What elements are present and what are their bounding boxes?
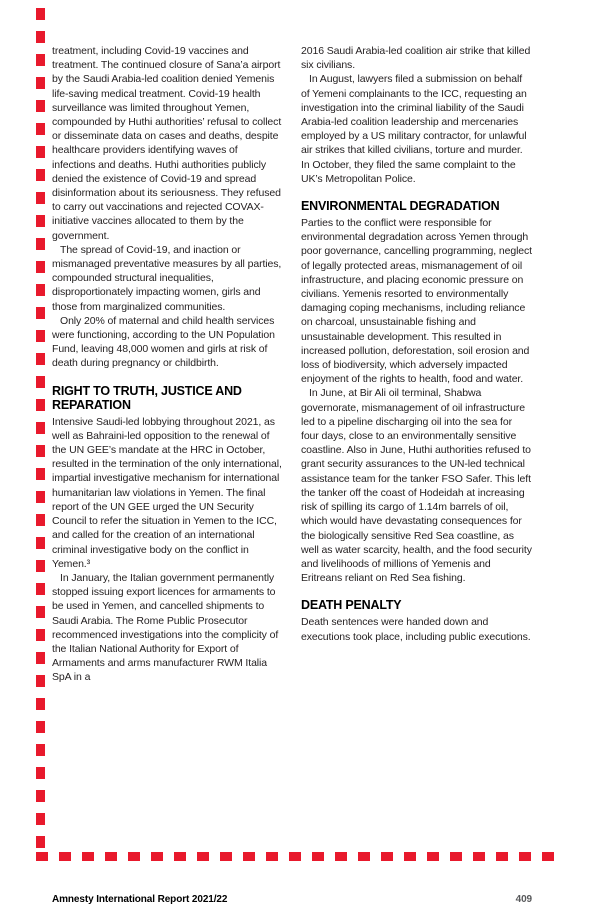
left-column [52,44,283,685]
page-content [52,44,532,685]
paragraph: Death sentences were handed down and executions took place, including public executions. [301,616,531,643]
heading-right-to-truth-justice-and-reparation: RIGHT TO TRUTH, JUSTICE AND REPARATION [52,383,242,412]
paragraph: The spread of Covid-19, and inaction or mismanaged preventative measures by all parties, compounded structural inequalities, disproportionately impacting women, girls and those from marginalized communities. [52,243,282,313]
bottom-dashed-border [36,852,565,861]
footer-report-title: Amnesty International Report 2021/22 [52,894,228,905]
paragraph: Parties to the conflict were responsible for environmental degradation across Yemen through poor governance, cancelling programming, neglect of legally protected areas, mismanagement of oil infrastructure, and placing economic pressure on civilians. Yemenis resorted to environmentally damaging coping mechanisms, including reliance on charcoal, unsustainable fishing and unsustainable development. This resulted in increased pollution, deforestation, soil erosion and loss of biodiversity, which adversely impacted enjoyment of the rights to health, food and water. [301,217,533,386]
paragraph: In August, lawyers filed a submission on behalf of Yemeni complainants to the ICC, requesting an investigation into the criminal liability of the Saudi Arabia-led coalition leadership and mercenaries employed by a US military contractor, for unlawful air strikes that killed civilians, torture and murder. In October, they filed the same complaint to the UK’s Metropolitan Police. [301,73,527,185]
paragraph: In June, at Bir Ali oil terminal, Shabwa governorate, mismanagement of oil infrastructure led to a pipeline discharging oil into the sea for four days, close to an environmentally sensitive coastline. Also in June, Huthi authorities refused to grant security assurances to the UN-led technical assistance team for the tanker FSO Safer. This left the tanker off the coast of Hodeidah at increasing risk of spilling its cargo of 1.14m barrels of oil, which would have devastating consequences for the biologically sensitive Red Sea coastline, as well as water scarcity, health, and the food security and livelihoods of millions of Yemenis and Eritreans reliant on Red Sea fishing. [301,387,532,585]
footer-page-number: 409 [515,894,532,905]
paragraph: 2016 Saudi Arabia-led coalition air strike that killed six civilians. [301,45,531,72]
left-dashed-border [36,8,45,851]
page-footer [52,894,532,905]
right-column [301,44,532,685]
paragraph: Only 20% of maternal and child health services were functioning, according to the UN Population Fund, leaving 48,000 women and girls at risk of death during pregnancy or childbirth. [52,314,275,370]
heading-environmental-degradation: ENVIRONMENTAL DEGRADATION [301,199,500,214]
paragraph: In January, the Italian government permanently stopped issuing export licences for armaments to be used in Yemen, and cancelled shipments to Saudi Arabia. The Rome Public Prosecutor recommenced investigations into the complicity of the Italian National Authority for Export of Armaments and arms manufacturer RWM Italia SpA in a [52,571,279,684]
paragraph: Intensive Saudi-led lobbying throughout 2021, as well as Bahraini-led opposition to the renewal of the UN GEE’s mandate at the HRC in October, resulted in the termination of the only international, impartial investigative mechanism for international humanitarian law violations in Yemen. The final report of the UN GEE urged the UN Security Council to refer the situation in Yemen to the ICC, and called for the creation of an international criminal investigative body on the conflict in Yemen.³ [52,415,282,570]
paragraph: treatment, including Covid-19 vaccines and treatment. The continued closure of Sana’a airport by the Saudi Arabia-led coalition denied Yemenis life-saving medical treatment. Covid-19 health surveillance was limited throughout Yemen, compounded by Huthi authorities’ refusal to collect or disseminate data on cases and deaths, despite healthcare providers identifying waves of infections and deaths. Huthi authorities publicly denied the existence of Covid-19 and spread disinformation about its seriousness. They refused to carry out vaccinations and rejected COVAX-initiative vaccines allocated to them by the government. [52,45,282,242]
heading-death-penalty: DEATH PENALTY [301,598,402,613]
